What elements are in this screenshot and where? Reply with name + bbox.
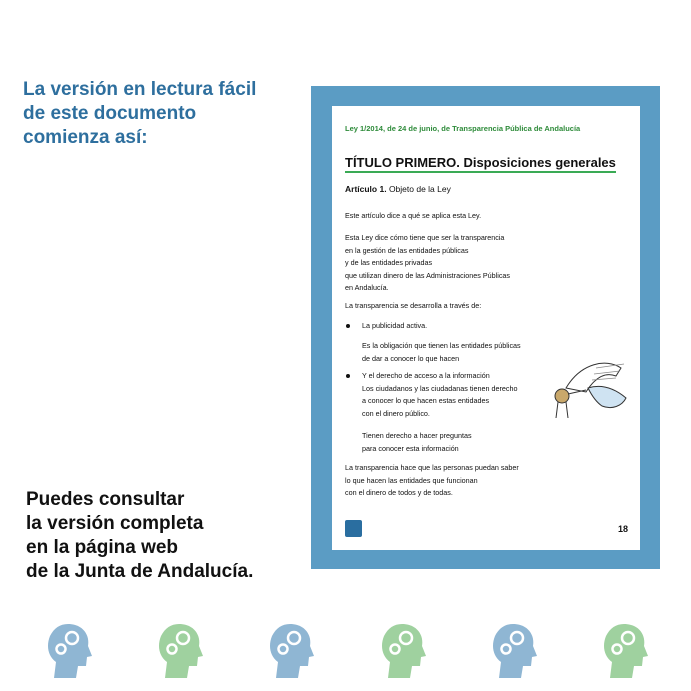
- article-heading: [345, 184, 451, 194]
- bullet-line: con el dinero público.: [362, 408, 430, 418]
- paragraph-4: [345, 462, 519, 500]
- intro-text: [23, 78, 303, 150]
- head-gears-icon: [157, 622, 203, 678]
- intro-line: de este documento: [23, 103, 197, 124]
- paragraph-line: La transparencia hace que las personas puedan saber: [345, 463, 519, 472]
- paragraph-line: con el dinero de todos y de todas.: [345, 488, 453, 497]
- bullet-2-detail: [362, 430, 472, 455]
- detail-line: para conocer esta información: [362, 443, 459, 453]
- bullet-line: La publicidad activa.: [362, 321, 428, 330]
- document-page: [332, 106, 640, 550]
- paragraph-line: que utilizan dinero de las Administraciones Públicas: [345, 270, 511, 280]
- paragraph-line: La transparencia se desarrolla a través de:: [345, 301, 482, 310]
- head-gears-icon: [46, 622, 92, 678]
- consult-line: Puedes consultar: [26, 489, 185, 510]
- paragraph-3: [345, 300, 481, 313]
- document-frame: [311, 86, 660, 569]
- consult-line: la versión completa: [26, 513, 204, 534]
- article-name: Objeto de la Ley: [388, 184, 451, 194]
- document-header: Ley 1/2014, de 24 de junio, de Transparencia Pública de Andalucía: [345, 124, 581, 133]
- article-label: Artículo 1.: [345, 184, 387, 194]
- page-number: 18: [618, 524, 629, 534]
- head-gears-icon: [268, 622, 314, 678]
- detail-line: de dar a conocer lo que hacen: [362, 353, 460, 363]
- publisher-logo-icon: [345, 520, 362, 537]
- document-title: TÍTULO PRIMERO. Disposiciones generales: [345, 155, 616, 173]
- paragraph-line: y de las entidades privadas: [345, 258, 433, 267]
- paragraph-line: en la gestión de las entidades públicas: [345, 245, 469, 255]
- intro-line: comienza así:: [23, 127, 148, 148]
- head-gears-icon: [380, 622, 426, 678]
- bullet-line: Los ciudadanos y las ciudadanas tienen derecho: [362, 383, 518, 393]
- consult-text: [26, 488, 311, 584]
- paragraph-line: en Andalucía.: [345, 283, 389, 292]
- head-gears-icon: [491, 622, 537, 678]
- bullet-dot: [346, 374, 350, 378]
- bullet-1: [362, 320, 427, 333]
- paragraph-line: Esta Ley dice cómo tiene que ser la transparencia: [345, 233, 505, 242]
- detail-line: Es la obligación que tienen las entidades públicas: [362, 341, 521, 350]
- bullet-1-detail: [362, 340, 521, 365]
- paragraph-2: [345, 232, 510, 295]
- intro-line: La versión en lectura fácil: [23, 79, 257, 100]
- bullet-line: Y el derecho de acceso a la información: [362, 371, 490, 380]
- bullet-line: a conocer lo que hacen estas entidades: [362, 396, 490, 405]
- paragraph-line: Este artículo dice a qué se aplica esta Ley.: [345, 211, 482, 220]
- paragraph-line: lo que hacen las entidades que funcionan: [345, 475, 478, 485]
- consult-line: de la Junta de Andalucía.: [26, 561, 254, 582]
- bullet-2: [362, 370, 517, 420]
- head-gears-icon: [602, 622, 648, 678]
- detail-line: Tienen derecho a hacer preguntas: [362, 431, 472, 440]
- bullet-dot: [346, 324, 350, 328]
- head-icons-row: [0, 622, 691, 682]
- consult-line: en la página web: [26, 537, 179, 558]
- magnifier-illustration-icon: [546, 358, 636, 428]
- paragraph-1: [345, 210, 481, 223]
